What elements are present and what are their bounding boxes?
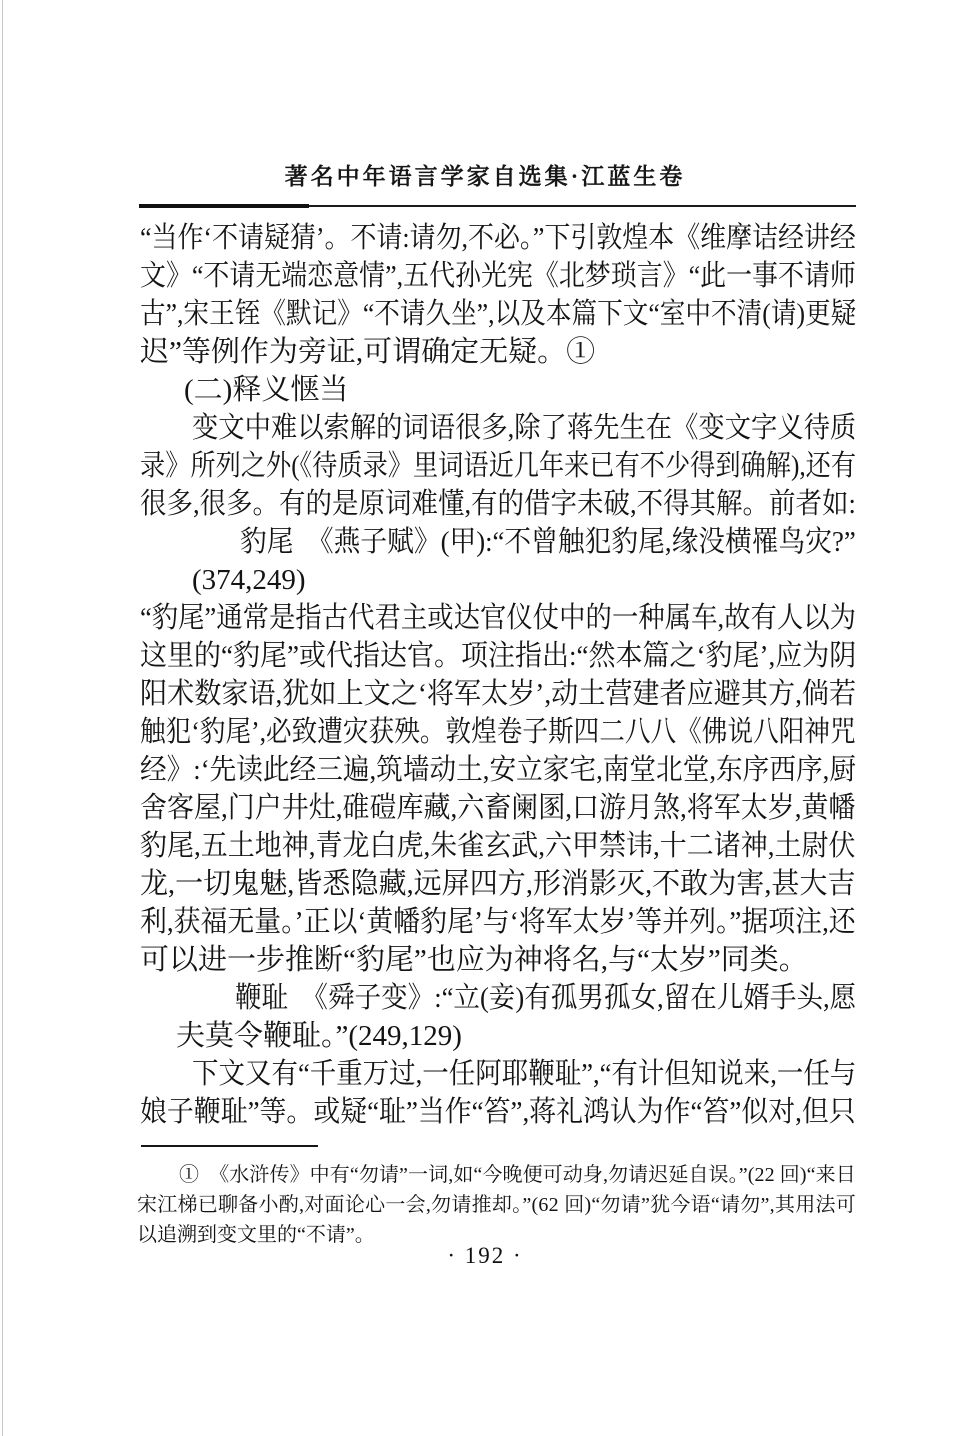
running-head: 著名中年语言学家自选集·江蓝生卷: [284, 164, 686, 189]
text-line: 下文又有“千重万过,一任阿耶鞭耻”,“有计但知说来,一任与: [192, 1058, 857, 1090]
footnote-line: 宋江梯已聊备小酌,对面论心一会,勿请推却。”(62 回)“勿请”犹今语“请勿”,其用法可: [137, 1194, 856, 1216]
footnote-separator: [141, 1145, 318, 1147]
text-line: 娘子鞭耻”等。或疑“耻”当作“笞”,蒋礼鸿认为作“笞”似对,但只: [140, 1096, 856, 1128]
text-line: 豹尾,五土地神,青龙白虎,朱雀玄武,六甲禁讳,十二诸神,土尉伏: [140, 830, 856, 862]
text-line: 舍客屋,门户井灶,碓磑库藏,六畜阑圂,口游月煞,将军太岁,黄幡: [140, 792, 856, 824]
footnote-line: ① 《水浒传》中有“勿请”一词,如“今晚便可动身,勿请迟延自误。”(22 回)“来日: [179, 1164, 856, 1186]
text-line: 录》所列之外(《待质录》里词语近几年来已有不少得到确解),还有: [140, 450, 857, 482]
quote-line: 夫莫令鞭耻。”(249,129): [176, 1020, 462, 1052]
footnote-block: [137, 1160, 856, 1250]
footnote-line: 以追溯到变文里的“不请”。: [137, 1224, 375, 1246]
text-line: 可以进一步推断“豹尾”也应为神将名,与“太岁”同类。: [140, 944, 808, 976]
text-line: 变文中难以索解的词语很多,除了蒋先生在《变文字义待质: [192, 412, 857, 444]
section-heading: (二)释义惬当: [184, 374, 349, 406]
text-line: 经》:‘先读此经三遍,筑墙动土,安立家宅,南堂北堂,东序西序,厨: [140, 754, 856, 786]
text-line: “豹尾”通常是指古代君主或达官仪仗中的一种属车,故有人以为: [140, 602, 856, 634]
quote-line: 豹尾 《燕子赋》(甲):“不曾触犯豹尾,缘没横罹鸟灾?”: [240, 526, 856, 558]
quote-citation: (374,249): [192, 564, 306, 596]
page-number: · 192 ·: [447, 1243, 523, 1268]
quote-line: 鞭耻 《舜子变》:“立(妾)有孤男孤女,留在儿婿手头,愿: [235, 982, 857, 1014]
text-line: “当作‘不请疑猜’。不请:请勿,不必。”下引敦煌本《维摩诘经讲经: [140, 222, 856, 254]
text-line: 古”,宋王铚《默记》“不请久坐”,以及本篇下文“室中不清(请)更疑: [140, 298, 857, 330]
text-line: 这里的“豹尾”或代指达官。项注指出:“然本篇之‘豹尾’,应为阴: [140, 640, 857, 672]
text-line: 龙,一切鬼魅,皆悉隐藏,远屏四方,形消影灭,不敢为害,甚大吉: [140, 868, 856, 900]
scan-edge-line: [2, 0, 3, 1436]
text-line: 触犯‘豹尾’,必致遭灾获殃。敦煌卷子斯四二八八《佛说八阳神咒: [140, 716, 856, 748]
header-rule-left-segment: [139, 204, 309, 208]
text-line: 很多,很多。有的是原词难懂,有的借字未破,不得其解。前者如:: [140, 488, 856, 520]
text-line: 迟”等例作为旁证,可谓确定无疑。①: [140, 336, 596, 368]
body-text: [140, 219, 856, 1131]
text-line: 阳术数家语,犹如上文之‘将军太岁’,动土营建者应避其方,倘若: [140, 678, 857, 710]
text-line: 利,获福无量。’正以‘黄幡豹尾’与‘将军太岁’等并列。”据项注,还: [140, 906, 856, 938]
text-line: 文》“不请无端恋意情”,五代孙光宪《北梦琐言》“此一事不请师: [140, 260, 856, 292]
